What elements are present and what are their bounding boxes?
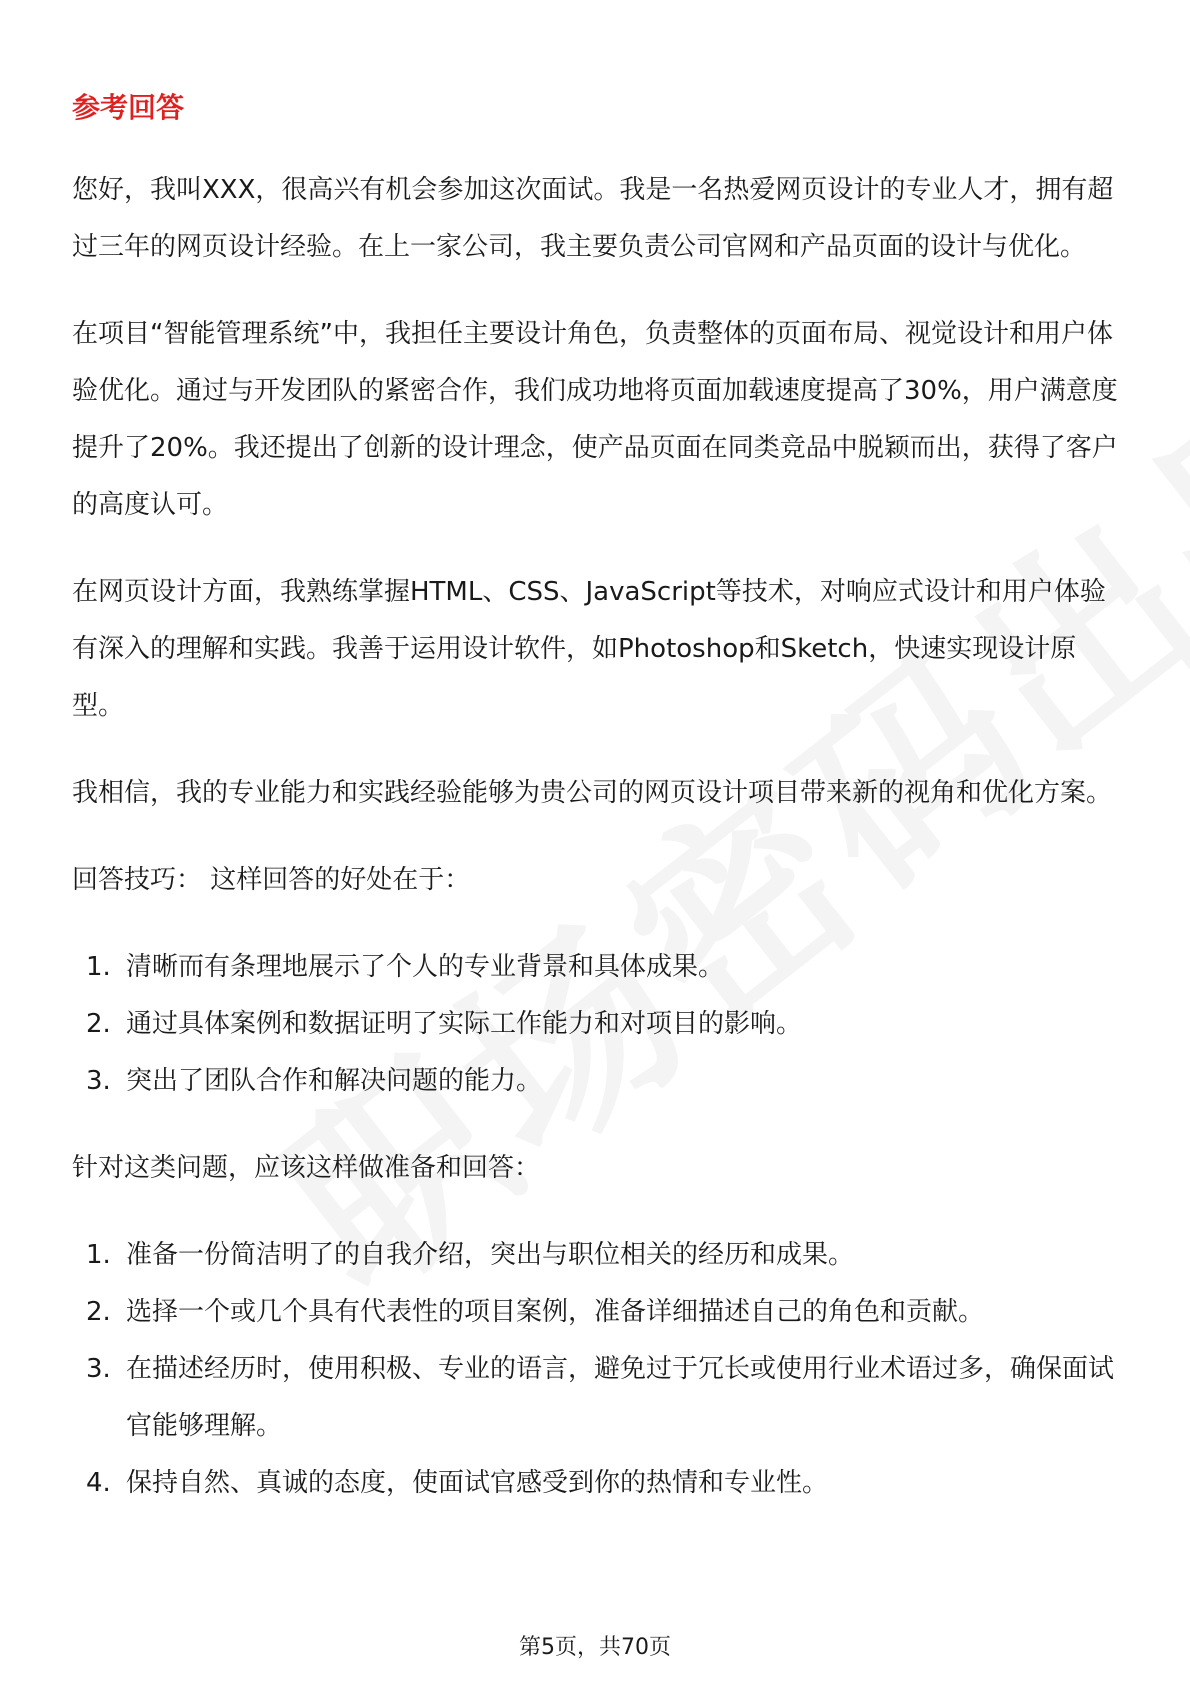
list-item (72, 1455, 1122, 1512)
list-item-text: 突出了团队合作和解决问题的能力。 (126, 1066, 543, 1096)
paragraph-intro: 您好，我叫XXX，很高兴有机会参加这次面试。我是一名热爱网页设计的专业人才，拥有超过三年的网页设计经验。在上一家公司，我主要负责公司官网和产品页面的设计与优化。 (72, 175, 1114, 262)
list-item (72, 1341, 1122, 1455)
list-item-number: 4. (86, 1468, 111, 1498)
tips-title: 回答技巧： 这样回答的好处在于： (72, 865, 471, 895)
list-item-number: 2. (86, 1009, 111, 1039)
list-item-text: 保持自然、真诚的态度，使面试官感受到你的热情和专业性。 (126, 1468, 829, 1498)
paragraph-closing: 我相信，我的专业能力和实践经验能够为贵公司的网页设计项目带来新的视角和优化方案。 (72, 778, 1113, 808)
list-item-text: 准备一份简洁明了的自我介绍，突出与职位相关的经历和成果。 (126, 1240, 855, 1270)
prep-list (72, 1227, 1122, 1512)
paragraph-skills: 在网页设计方面，我熟练掌握HTML、CSS、JavaScript等技术，对响应式设计和用户体验有深入的理解和实践。我善于运用设计软件，如Photoshop和Sketch，快速实现设计原型。 (72, 577, 1106, 721)
list-item (72, 939, 1122, 996)
list-item (72, 1284, 1122, 1341)
list-item-number: 2. (86, 1297, 111, 1327)
list-item-text: 通过具体案例和数据证明了实际工作能力和对项目的影响。 (126, 1009, 803, 1039)
document-content (72, 88, 1122, 1542)
list-item-text: 清晰而有条理地展示了个人的专业背景和具体成果。 (126, 952, 725, 982)
paragraph-project: 在项目“智能管理系统”中，我担任主要设计角色，负责整体的页面布局、视觉设计和用户体验优化。通过与开发团队的紧密合作，我们成功地将页面加载速度提高了30%，用户满意度提升了20%。我还提出了创新的设计理念，使产品页面在同类竞品中脱颖而出，获得了客户的高度认可。 (72, 319, 1118, 520)
list-item-number: 3. (86, 1066, 111, 1096)
list-item-number: 3. (86, 1354, 111, 1384)
list-item (72, 1227, 1122, 1284)
list-item-number: 1. (86, 952, 111, 982)
list-item (72, 996, 1122, 1053)
tips-list (72, 939, 1122, 1110)
list-item-number: 1. (86, 1240, 111, 1270)
list-item-text: 选择一个或几个具有代表性的项目案例，准备详细描述自己的角色和贡献。 (126, 1297, 985, 1327)
page-number: 第5页，共70页 (519, 1635, 671, 1660)
list-item (72, 1053, 1122, 1110)
section-heading: 参考回答 (72, 91, 185, 124)
prep-title: 针对这类问题，应该这样做准备和回答： (72, 1153, 541, 1183)
list-item-text: 在描述经历时，使用积极、专业的语言，避免过于冗长或使用行业术语过多，确保面试官能够理解。 (126, 1354, 1115, 1441)
